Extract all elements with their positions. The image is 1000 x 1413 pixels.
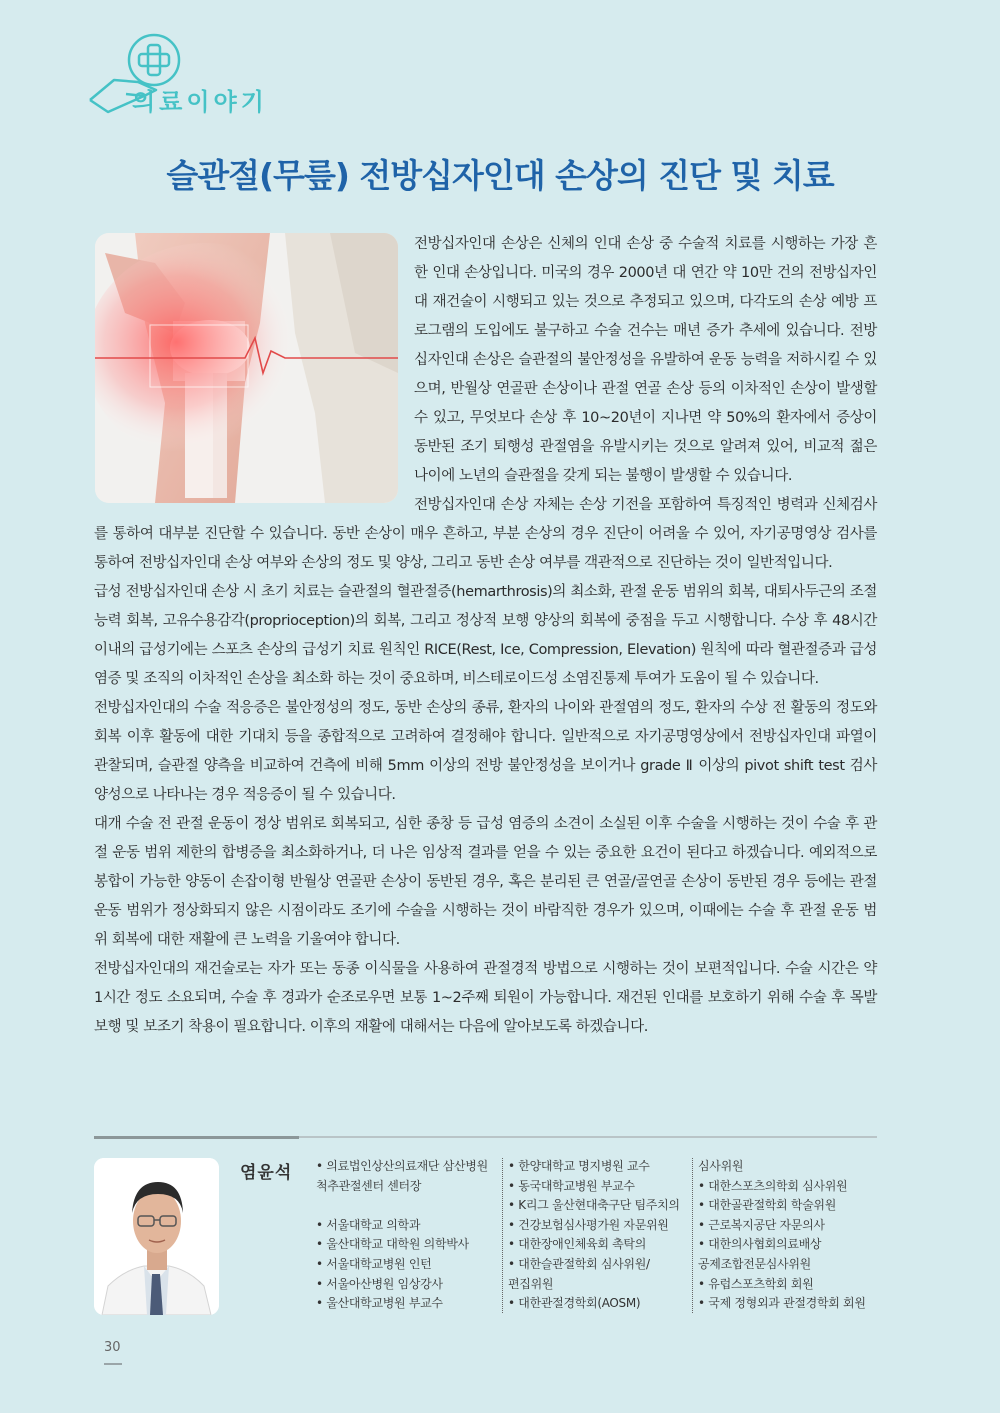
article-paragraph: 대개 수술 전 관절 운동이 정상 범위로 회복되고, 심한 종창 등 급성 염증의 소견이 소실된 이후 수술을 시행하는 것이 수술 후 관절 운동 범위 제한의 합병증을 최소화하거나, 더 나은 임상적 결과를 얻을 수 있는 중요한 요건이 된다고 하겠습니다. 예외적으로 봉합이 가능한 양동이 손잡이형 반월상 연골판 손상이 동반된 경우, 혹은 분리된 큰 연골/골연골 손상이 동반된 경우 등에는 관절 운동 범위가 정상화되지 않은 시점이라도 조기에 수술을 시행하는 것이 바람직한 경우가 있으며, 이때에는 수술 후 관절 운동 범위 회복에 대한 재활에 큰 노력을 기울여야 합니다.	[94, 816, 877, 948]
cv-item: • 국제 정형외과 관절경학회 회원	[698, 1296, 866, 1311]
cv-item: • K리그 울산현대축구단 팀주치의	[508, 1198, 680, 1213]
cv-item-blank	[316, 1196, 502, 1216]
cv-column-separator	[502, 1158, 503, 1313]
cv-item: • 대한의사협회의료배상	[698, 1237, 822, 1252]
cv-item: • 대한슬관절학회 심사위원/	[508, 1256, 650, 1271]
cv-column-separator	[692, 1158, 693, 1313]
cv-item: 심사위원	[698, 1159, 744, 1173]
cv-item: 공제조합전문심사위원	[698, 1256, 811, 1271]
page-number: 30	[104, 1340, 121, 1355]
cv-item: • 건강보험심사평가원 자문위원	[508, 1217, 669, 1232]
author-name: 염윤석	[240, 1163, 293, 1183]
cv-item: • 동국대학교병원 부교수	[508, 1178, 635, 1193]
article-paragraph: 급성 전방십자인대 손상 시 초기 치료는 슬관절의 혈관절증(hemarthrosis)의 최소화, 관절 운동 범위의 회복, 대퇴사두근의 조절 능력 회복, 고유수용감각(proprioception)의 회복, 그리고 정상적 보행 양상의 회복에 중점을 두고 시행합니다. 수상 후 48시간 이내의 급성기에는 스포츠 손상의 급성기 치료 원칙인 RICE(Rest, Ice, Compression, Elevation) 원칙에 따라 혈관절증과 급성 염증 및 조직의 이차적인 손상을 최소화 하는 것이 중요하며, 비스테로이드성 소염진통제 투여가 도움이 될 수 있습니다.	[94, 584, 877, 687]
plus-icon	[139, 45, 169, 75]
article-paragraph: 전방십자인대의 수술 적응증은 불안정성의 정도, 동반 손상의 종류, 환자의 나이와 관절염의 정도, 환자의 수상 전 활동의 정도와 회복 이후 활동에 대한 기대치 등을 종합적으로 고려하여 결정해야 합니다. 일반적으로 자기공명영상에서 전방십자인대 파열이 관찰되며, 슬관절 양측을 비교하여 건측에 비해 5mm 이상의 전방 불안정성을 보이거나 grade Ⅱ 이상의 pivot shift test 검사 양성으로 나타나는 경우 적응증이 될 수 있습니다.	[94, 700, 877, 803]
photo-spacer	[94, 230, 414, 520]
author-divider-accent	[94, 1136, 299, 1139]
author-portrait	[94, 1158, 219, 1315]
article-title: 슬관절(무릎) 전방십자인대 손상의 진단 및 치료	[166, 156, 834, 195]
article-paragraph: 전방십자인대 손상 자체는 손상 기전을 포함하여 특징적인 병력과 신체검사를 통하여 대부분 진단할 수 있습니다. 동반 손상이 매우 흔하고, 부분 손상의 경우 진단이 어려울 수 있어, 자기공명영상 검사를 통하여 전방십자인대 손상 여부와 손상의 정도 및 양상, 그리고 동반 손상 여부를 객관적으로 진단하는 것이 일반적입니다.	[94, 497, 877, 571]
cv-item: 척추관절센터 센터장	[316, 1178, 422, 1193]
page-number-underline	[104, 1363, 122, 1365]
cv-item: • 서울아산병원 임상강사	[316, 1276, 443, 1291]
author-cv-column-2	[508, 1157, 690, 1314]
cv-item: • 울산대학교병원 부교수	[316, 1296, 443, 1311]
cv-item: • 대한골관절학회 학술위원	[698, 1198, 837, 1213]
cv-item: • 한양대학교 명지병원 교수	[508, 1159, 650, 1173]
section-logo-text: 의료이야기	[132, 88, 268, 116]
cv-item: • 대한스포츠의학회 심사위원	[698, 1178, 848, 1193]
cv-item: • 서울대학교 의학과	[316, 1217, 421, 1232]
cv-item: • 대한장애인체육회 촉탁의	[508, 1237, 647, 1252]
cv-item: • 근로복지공단 자문의사	[698, 1217, 825, 1232]
cv-item: 편집위원	[508, 1276, 554, 1291]
article-paragraph: 전방십자인대의 재건술로는 자가 또는 동종 이식물을 사용하여 관절경적 방법으로 시행하는 것이 보편적입니다. 수술 시간은 약 1시간 정도 소요되며, 수술 후 경과가 순조로우면 보통 1~2주째 퇴원이 가능합니다. 재건된 인대를 보호하기 위해 수술 후 목발 보행 및 보조기 착용이 필요합니다. 이후의 재활에 대해서는 다음에 알아보도록 하겠습니다.	[94, 961, 877, 1035]
author-cv-column-3	[698, 1157, 878, 1314]
author-cv-column-1	[316, 1157, 502, 1314]
article-body	[94, 230, 877, 1042]
cv-item: • 유럽스포츠학회 회원	[698, 1276, 814, 1291]
article-paragraph: 전방십자인대 손상은 신체의 인대 손상 중 수술적 치료를 시행하는 가장 흔한 인대 손상입니다. 미국의 경우 2000년 대 연간 약 10만 건의 전방십자인대 재건술이 시행되고 있는 것으로 추정되고 있으며, 다각도의 손상 예방 프로그램의 도입에도 불구하고 수술 건수는 매년 증가 추세에 있습니다. 전방십자인대 손상은 슬관절의 불안정성을 유발하여 운동 능력을 저하시킬 수 있으며, 반월상 연골판 손상이나 관절 연골 손상 등의 이차적인 손상이 발생할 수 있고, 무엇보다 손상 후 10~20년이 지나면 약 50%의 환자에서 증상이 동반된 조기 퇴행성 관절염을 유발시키는 것으로 알려져 있어, 비교적 젊은 나이에 노년의 슬관절을 갖게 되는 불행이 발생할 수 있습니다.	[414, 236, 877, 484]
cv-item: • 의료법인상산의료재단 삼산병원	[316, 1159, 488, 1173]
cv-item: • 대한관절경학회(AOSM)	[508, 1296, 641, 1311]
cv-item: • 울산대학교 대학원 의학박사	[316, 1237, 469, 1252]
cv-item: • 서울대학교병원 인턴	[316, 1256, 432, 1271]
